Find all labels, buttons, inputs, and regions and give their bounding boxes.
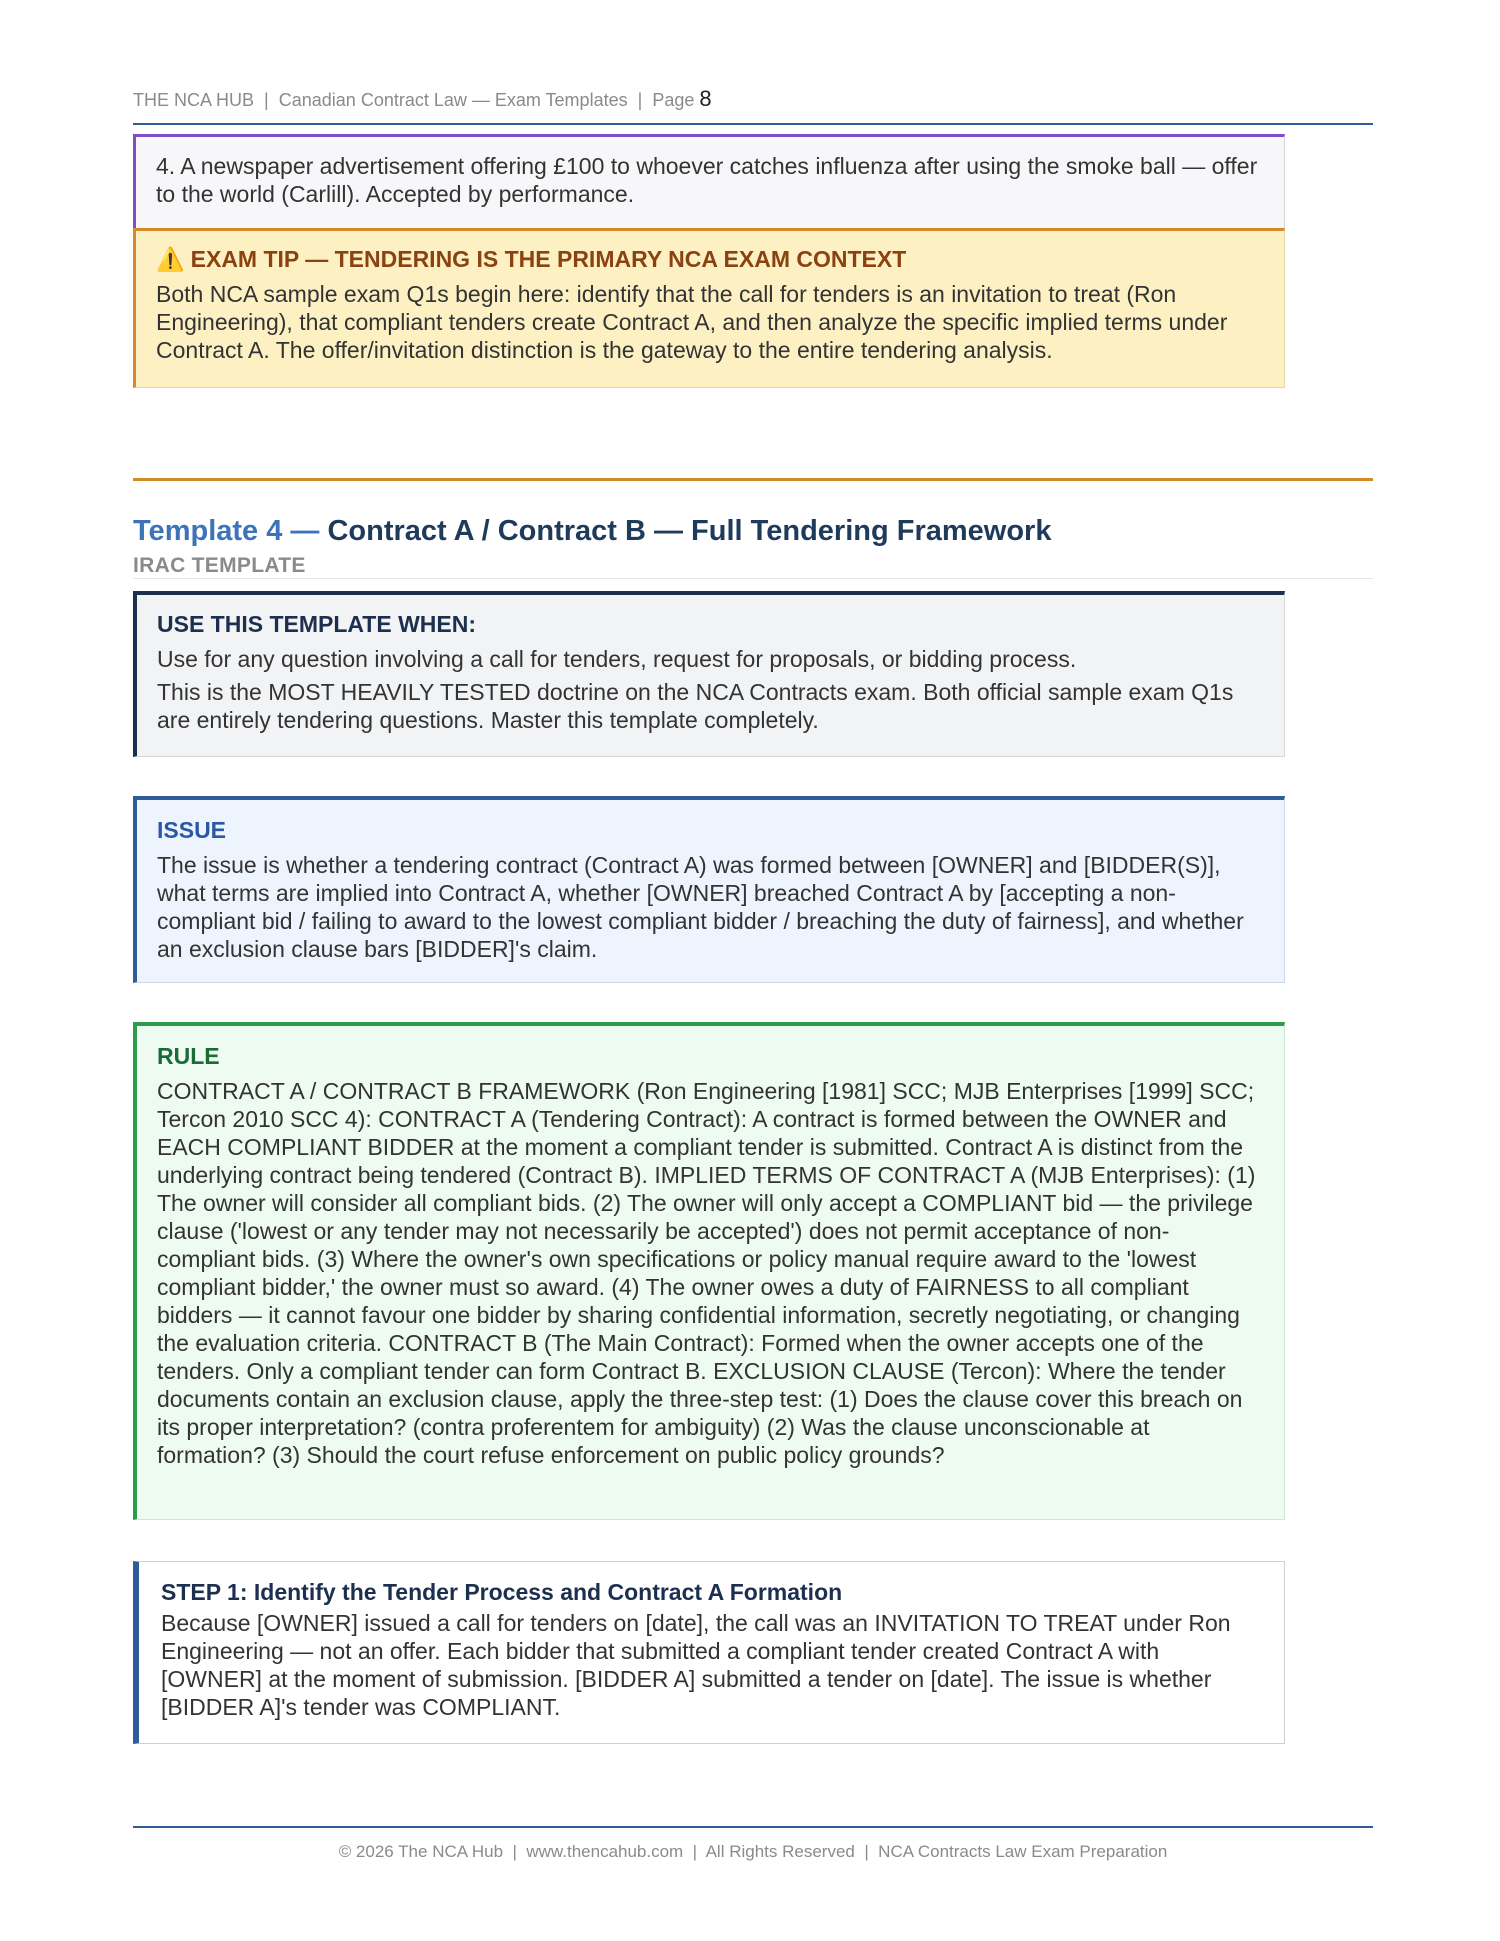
- section-divider: [133, 478, 1373, 481]
- header-doc-title: Canadian Contract Law — Exam Templates: [278, 90, 628, 110]
- use-when-line: This is the MOST HEAVILY TESTED doctrine on the NCA Contracts exam. Both official sample exam Q1s are entirely tendering questions. Master this template completely.: [157, 679, 1234, 733]
- header-page-label: Page: [652, 90, 695, 110]
- issue-box: [133, 796, 1285, 983]
- rule-title: RULE: [157, 1043, 220, 1069]
- use-when-line: Use for any question involving a call for tenders, request for proposals, or bidding process.: [157, 646, 1077, 672]
- page-number: 8: [699, 86, 712, 111]
- template-title: Contract A / Contract B — Full Tendering Framework: [327, 515, 1052, 547]
- step-1-box: [133, 1561, 1285, 1744]
- example-box: [133, 134, 1285, 229]
- template-number: Template 4 —: [133, 515, 320, 547]
- use-when-title: USE THIS TEMPLATE WHEN:: [157, 611, 477, 637]
- template-subtitle: IRAC TEMPLATE: [133, 554, 306, 577]
- exam-tip-box: [133, 228, 1285, 388]
- footer-divider: [133, 1826, 1373, 1828]
- header-separator: |: [264, 90, 269, 110]
- template-divider: [133, 578, 1373, 579]
- running-header: [133, 86, 1373, 112]
- template-heading: [133, 515, 1051, 548]
- use-when-box: [133, 591, 1285, 757]
- header-hub: THE NCA HUB: [133, 90, 255, 110]
- step-1-body: Because [OWNER] issued a call for tenders on [date], the call was an INVITATION TO TREAT under Ron Engineering — not an offer. Each bidder that submitted a compliant tender created Contract A with [OWNER] at the moment of submission. [BIDDER A] submitted a tender on [date]. The issue is whether [BIDDER A]'s tender was COMPLIANT.: [161, 1610, 1231, 1720]
- header-divider: [133, 123, 1373, 125]
- rule-box: [133, 1022, 1285, 1520]
- issue-title: ISSUE: [157, 817, 227, 843]
- example-text: 4. A newspaper advertisement offering £100 to whoever catches influenza after using the smoke ball — offer to the world (Carlill). Accepted by performance.: [156, 153, 1258, 207]
- rule-body: CONTRACT A / CONTRACT B FRAMEWORK (Ron Engineering [1981] SCC; MJB Enterprises [1999] SCC; Tercon 2010 SCC 4): CONTRACT A (Tendering Contract): A contract is formed between the OWNER and EACH COMPLIANT BIDDER at the moment a compliant tender is submitted. Contract A is distinct from the underlying contract being tendered (Contract B). IMPLIED TERMS OF CONTRACT A (MJB Enterprises): (1) The owner will consider all compliant bids. (2) The owner will only accept a COMPLIANT bid — the privilege clause ('lowest or any tender may not necessarily be accepted') does not permit acceptance of non-compliant bids. (3) Where the owner's own specifications or policy manual require award to the 'lowest compliant bidder,' the owner must so award. (4) The owner owes a duty of FAIRNESS to all compliant bidders — it cannot favour one bidder by sharing confidential information, secretly negotiating, or changing the evaluation criteria. CONTRACT B (The Main Contract): Formed when the owner accepts one of the tenders. Only a compliant tender can form Contract B. EXCLUSION CLAUSE (Tercon): Where the tender documents contain an exclusion clause, apply the three-step test: (1) Does the clause cover this breach on its proper interpretation? (contra proferentem for ambiguity) (2) Was the clause unconscionable at formation? (3) Should the court refuse enforcement on public policy grounds?: [157, 1078, 1256, 1468]
- header-separator: |: [637, 90, 643, 110]
- step-1-title: STEP 1: Identify the Tender Process and Contract A Formation: [161, 1579, 843, 1605]
- exam-tip-body: Both NCA sample exam Q1s begin here: identify that the call for tenders is an invitation to treat (Ron Engineering), that compliant tenders create Contract A, and then analyze the specific implied terms under Contract A. The offer/invitation distinction is the gateway to the entire tendering analysis.: [156, 281, 1228, 363]
- page-footer: © 2026 The NCA Hub | www.thencahub.com | All Rights Reserved | NCA Contracts Law Exam Preparation: [338, 1842, 1168, 1861]
- issue-body: The issue is whether a tendering contract (Contract A) was formed between [OWNER] and [BIDDER(S)], what terms are implied into Contract A, whether [OWNER] breached Contract A by [accepting a non-compliant bid / failing to award to the lowest compliant bidder / breaching the duty of fairness], and whether an exclusion clause bars [BIDDER]'s claim.: [157, 852, 1244, 962]
- exam-tip-title: EXAM TIP — TENDERING IS THE PRIMARY NCA EXAM CONTEXT: [190, 246, 907, 272]
- exam-tip-heading: [156, 245, 1264, 273]
- warning-icon: ⚠️: [156, 246, 185, 272]
